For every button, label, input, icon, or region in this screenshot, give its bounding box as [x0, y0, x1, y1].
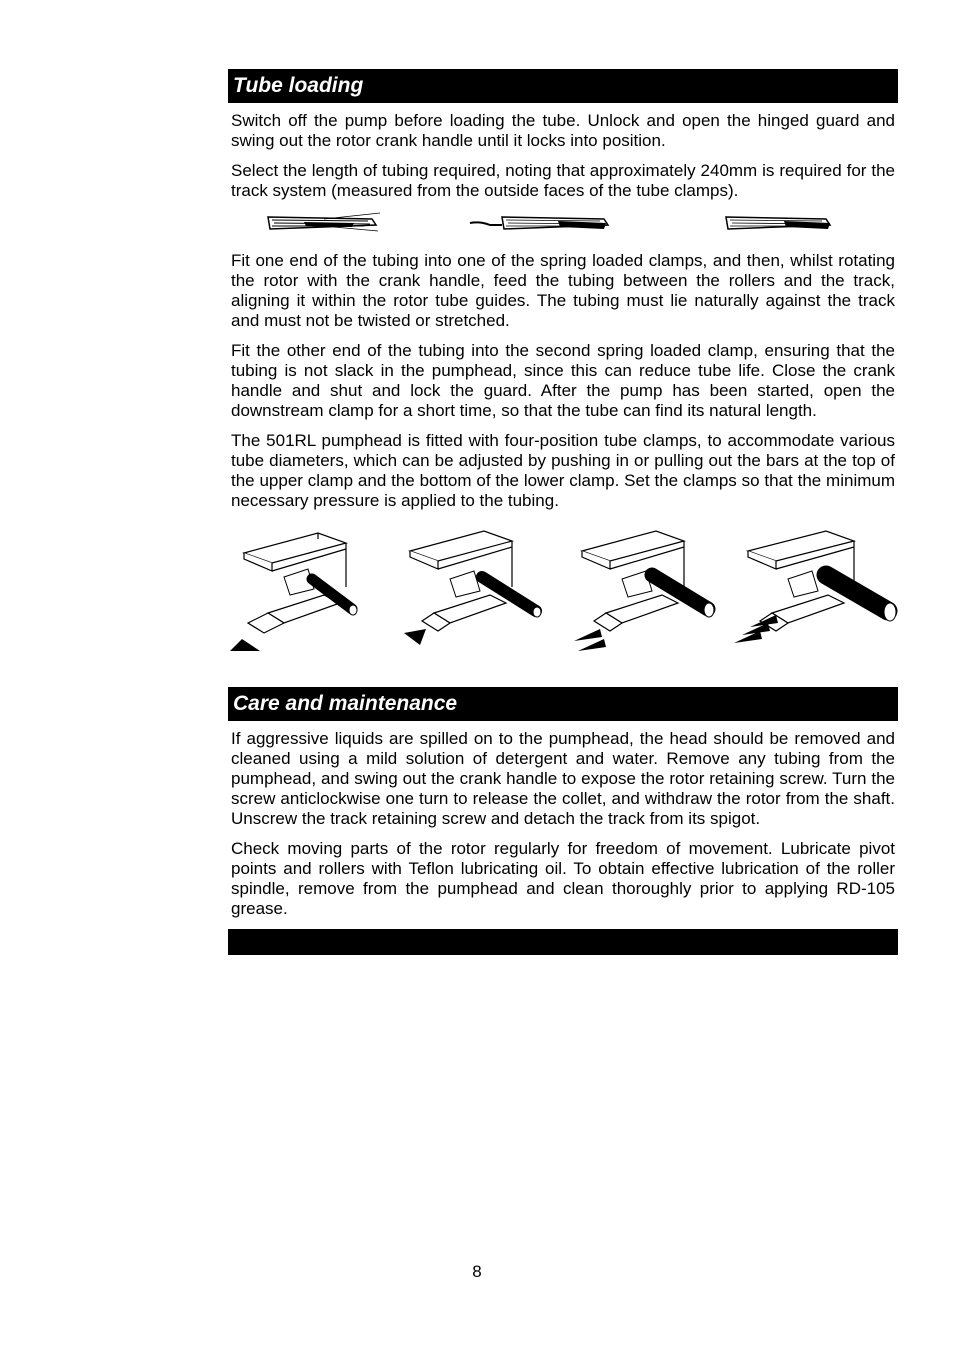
section-divider-bar	[228, 929, 898, 955]
section-heading-care-and-maintenance: Care and maintenance	[228, 687, 898, 721]
paragraph: Check moving parts of the rotor regularly for freedom of movement. Lubricate pivot points and rollers with Teflon lubricating oil. To obtain effective lubrication of the roller spindle, remove from the pumphead and clean thoroughly prior to applying RD-105 grease.	[231, 839, 895, 918]
document-page	[228, 69, 898, 955]
paragraph: Switch off the pump before loading the tube. Unlock and open the hinged guard and swing out the rotor crank handle until it locks into position.	[231, 111, 895, 150]
paragraph: Select the length of tubing required, noting that approximately 240mm is required for the track system (measured from the outside faces of the tube clamps).	[231, 161, 895, 200]
section-heading-tube-loading: Tube loading	[228, 69, 898, 103]
tube-loading-step-1-image	[264, 209, 382, 235]
clamp-positions-illustration	[228, 529, 898, 659]
clamp-position-2-image	[404, 529, 544, 659]
clamp-position-3-image	[572, 529, 722, 659]
page-number: 8	[472, 1262, 482, 1281]
paragraph: If aggressive liquids are spilled on to the pumphead, the head should be removed and cleaned using a mild solution of detergent and water. Remove any tubing from the pumphead, and swing out the crank handle to expose the rotor retaining screw. Turn the screw anticlockwise one turn to release the collet, and withdraw the rotor from the shaft. Unscrew the track retaining screw and detach the track from its spigot.	[231, 729, 895, 828]
clamp-position-1-image	[228, 529, 368, 659]
clamp-position-4-image	[730, 529, 900, 659]
tube-track-illustration	[228, 209, 898, 245]
paragraph: Fit the other end of the tubing into the second spring loaded clamp, ensuring that the tubing is not slack in the pumphead, since this can reduce tube life. Close the crank handle and shut and lock the guard. After the pump has been started, open the downstream clamp for a short time, so that the tube can find its natural length.	[231, 341, 895, 420]
tube-loading-step-3-image	[724, 209, 836, 235]
paragraph: Fit one end of the tubing into one of the spring loaded clamps, and then, whilst rotating the rotor with the crank handle, feed the tubing between the rollers and the track, aligning it within the rotor tube guides. The tubing must lie naturally against the track and must not be twisted or stretched.	[231, 251, 895, 330]
paragraph: The 501RL pumphead is fitted with four-position tube clamps, to accommodate various tube diameters, which can be adjusted by pushing in or pulling out the bars at the top of the upper clamp and the bottom of the lower clamp. Set the clamps so that the minimum necessary pressure is applied to the tubing.	[231, 431, 895, 510]
tube-loading-step-2-image	[468, 209, 614, 235]
